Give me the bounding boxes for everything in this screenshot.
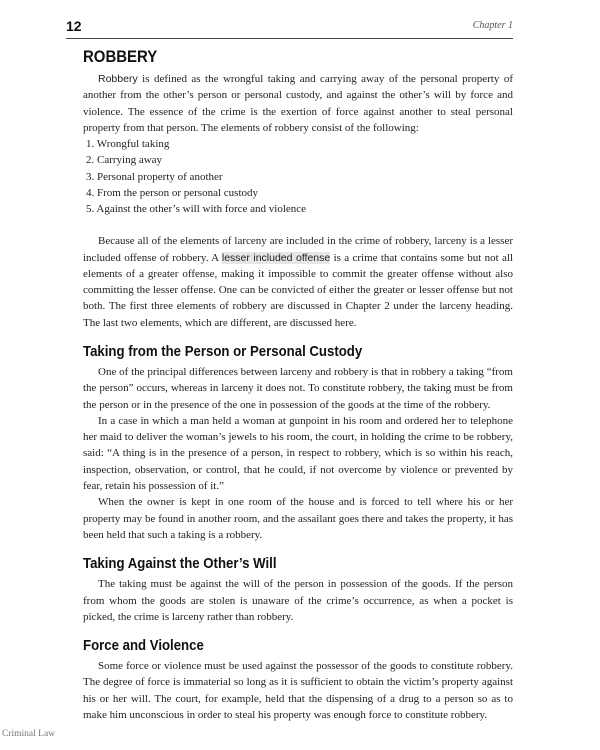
elements-list <box>86 136 513 217</box>
force-paragraph-1: Some force or violence must be used against the possessor of the goods to constitute robbery. The degree of force is immaterial so long as it is sufficient to obtain the victim’s property against his or her will. The court, for example, held that the dispensing of a drug to a person so as to make him unconscious in order to steal his property was enough force to constitute robbery. <box>83 660 513 722</box>
custody-paragraph-3: When the owner is kept in one room of the house and is forced to tell where his or her property may be found in another room, and the assailant goes there and takes the property, it has been held that such a taking is a robbery. <box>83 496 513 541</box>
lesser-text-before: Because all of the elements of larceny are included in the crime of robbery, larceny is a lesser included offense of robbery. A <box>83 235 513 264</box>
subsection-title-will: Taking Against the Other’s Will <box>83 555 277 573</box>
page-number: 12 <box>66 18 82 34</box>
will-paragraph-1: The taking must be against the will of the person in possession of the goods. If the person from whom the goods are stolen is unaware of the crime’s occurrence, as when a pocket is picked, the crime is larceny rather than robbery. <box>83 578 513 623</box>
subsection-title-custody: Taking from the Person or Personal Custody <box>83 342 363 360</box>
intro-paragraph <box>83 71 513 136</box>
list-item: 4. From the person or personal custody <box>86 186 258 199</box>
page-footer: Criminal Law <box>2 729 56 739</box>
spacer <box>83 217 513 233</box>
page-content <box>83 46 513 723</box>
list-item: 1. Wrongful taking <box>86 138 170 151</box>
lesser-offense-term: lesser included offense <box>221 251 331 264</box>
subsection-title-force: Force and Violence <box>83 637 204 655</box>
list-item: 3. Personal property of another <box>86 170 223 183</box>
custody-paragraph-2: In a case in which a man held a woman at gunpoint in his room and ordered her to telephone her maid to deliver the woman’s jewels to his room, the court, in holding the crime to be robbery, said: “A thing is in the presence of a person, in respect to robbery, which is so within his reach, inspection, observation, or control, that he could, if not overcome by violence or prevented by fear, retain his possession of it.” <box>83 414 513 493</box>
lesser-text-after: is a crime that contains some but not all elements of a greater offense, making it impossible to commit the greater offense without also committing the lesser offense. One can be convicted of either the greater or lesser offense but not both. The first three elements of robbery are discussed in Chapter 2 under the larceny heading. The last two elements, which are different, are discussed here. <box>83 251 513 329</box>
list-item: 2. Carrying away <box>86 154 163 167</box>
chapter-label: Chapter 1 <box>472 20 513 31</box>
page-header <box>66 18 513 39</box>
robbery-term: Robbery <box>98 73 138 85</box>
intro-text: is defined as the wrongful taking and carrying away of the personal property of another from the other’s person or personal custody, and against the other’s will by force and violence. The essence of the crime is the exertion of force against another to steal personal property from that person. The elements of robbery consist of the following: <box>83 73 513 134</box>
list-item: 5. Against the other’s will with force and violence <box>86 203 307 215</box>
custody-paragraph-1: One of the principal differences between larceny and robbery is that in robbery a taking “from the person” occurs, whereas in larceny it does not. To constitute robbery, the taking must be from the person or in the presence of the one in possession of the goods at the time of the robbery. <box>83 365 513 411</box>
section-title: ROBBERY <box>83 47 158 66</box>
lesser-offense-paragraph <box>83 233 513 331</box>
